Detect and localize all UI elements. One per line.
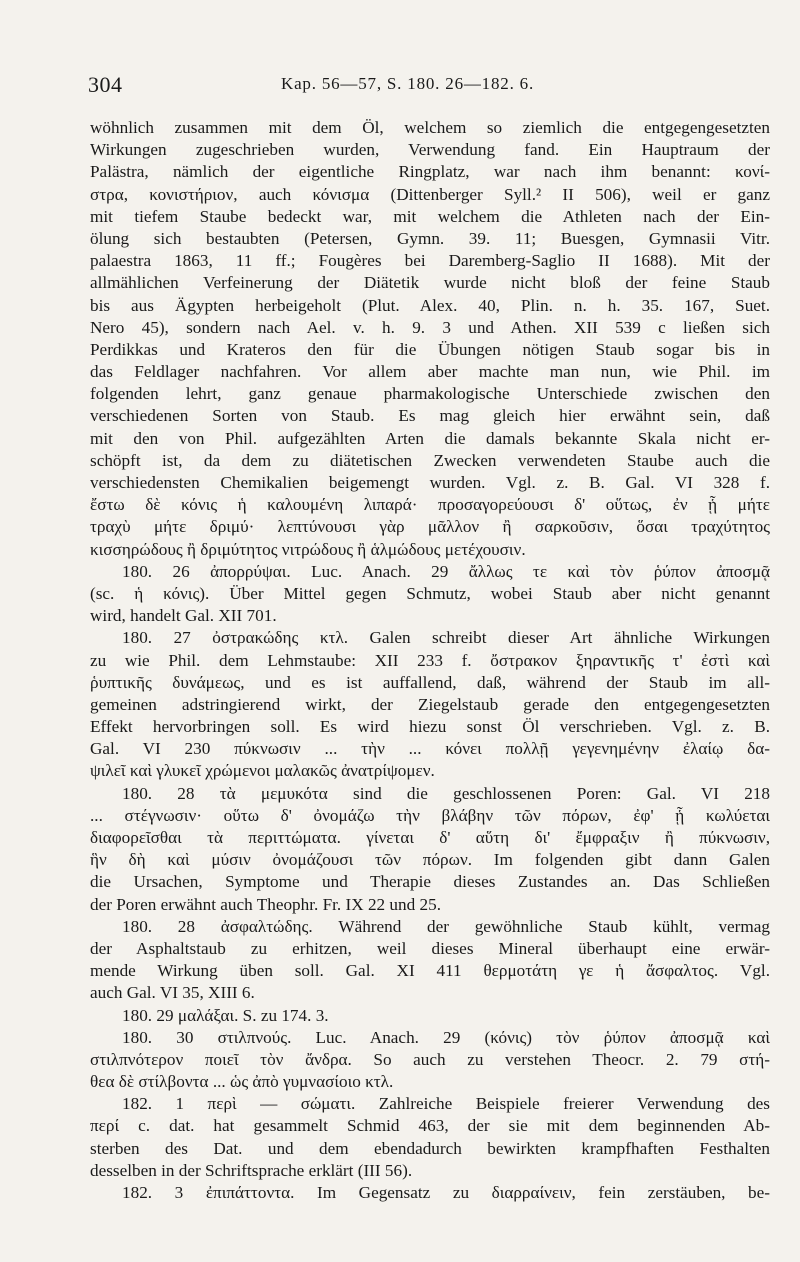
text-line: bis aus Ägypten herbeigeholt (Plut. Alex. 40, Plin. n. h. 35. 167, Suet. [90,295,770,315]
text-line: 180. 27 ὀστρακώδης κτλ. Galen schreibt dieser Art ähnliche Wirkungen [122,628,770,648]
text-line: 180. 30 στιλπνούς. Luc. Anach. 29 (κόνις) τὸν ῥύπον ἀποσμᾷ καὶ [122,1027,770,1047]
text-line: Perdikkas und Krateros den für die Übungen nötigen Staub sogar bis in [90,339,770,359]
text-line: zu wie Phil. dem Lehmstaube: XII 233 f. ὄστρακον ξηραντικῆς τ' ἐστὶ καὶ [90,650,770,670]
text-line: mit tiefem Staube bedeckt war, mit welchem die Athleten nach der Ein- [90,206,770,226]
text-line: 182. 1 περὶ — σώματι. Zahlreiche Beispiele freierer Verwendung des [122,1094,770,1114]
text-line: 180. 28 τὰ μεμυκότα sind die geschlossenen Poren: Gal. VI 218 [122,783,770,803]
text-line: περί c. dat. hat gesammelt Schmid 463, der sie mit dem beginnenden Ab- [90,1116,770,1136]
text-line: sterben des Dat. und dem ebendadurch bewirkten krampfhaften Festhalten [90,1138,770,1158]
text-line: ἔστω δὲ κόνις ἡ καλουμένη λιπαρά· προσαγορεύουσι δ' οὕτως, ἐν ᾗ μήτε [90,495,770,515]
text-line: mende Wirkung üben soll. Gal. XI 411 θερμοτάτη γε ἡ ἄσφαλτος. Vgl. [90,961,770,981]
text-line: das Feldlager nachfahren. Vor allem aber machte man nun, wie Phil. im [90,362,770,382]
text-line: Effekt hervorbringen soll. Es wird hiezu sonst Öl verschrieben. Vgl. z. B. [90,717,770,737]
text-line: κισσηρώδους ἢ δριμύτητος νιτρώδους ἢ ἁλμώδους μετέχουσιν. [90,539,526,559]
text-line: 180. 28 ἀσφαλτώδης. Während der gewöhnliche Staub kühlt, vermag [122,916,770,936]
body-text [90,117,770,1204]
text-line: verschiedenen Sorten von Staub. Es mag gleich hier erwähnt sein, daß [90,406,770,426]
text-line: (sc. ἡ κόνις). Über Mittel gegen Schmutz, wobei Staub aber nicht genannt [90,583,770,603]
text-line: 182. 3 ἐπιπάττοντα. Im Gegensatz zu διαρραίνειν, fein zerstäuben, be- [122,1183,770,1202]
text-line: schöpft ist, da dem zu diätetischen Zwecken verwendeten Staube auch die [90,450,770,470]
text-line: gemeinen adstringierend wirkt, der Ziegelstaub gerade den entgegengesetzten [90,694,770,714]
text-line: ölung sich bestaubten (Petersen, Gymn. 39. 11; Buesgen, Gymnasii Vitr. [90,228,770,248]
text-line: die Ursachen, Symptome und Therapie dieses Zustandes an. Das Schließen [90,872,770,892]
text-line: der Poren erwähnt auch Theophr. Fr. IX 22 und 25. [90,894,441,914]
text-line: ῥυπτικῆς δυνάμεως, und es ist auffallend, daß, während der Staub im all- [90,672,770,692]
text-line: wird, handelt Gal. XII 701. [90,606,277,626]
text-line: τραχὺ μήτε δριμύ· λεπτύνουσι γὰρ μᾶλλον ἢ σαρκοῦσιν, ὅσαι τραχύτητος [90,517,770,537]
text-line: στρα, κονιστήριον, auch κόνισμα (Dittenberger Syll.² II 506), weil er ganz [90,184,770,204]
text-line: palaestra 1863, 11 ff.; Fougères bei Daremberg-Saglio II 1688). Mit der [90,251,770,271]
text-line: verschiedensten Chemikalien beigemengt wurden. Vgl. z. B. Gal. VI 328 f. [90,473,770,492]
text-line: 180. 29 μαλάξαι. S. zu 174. 3. [122,1005,329,1025]
page-header [88,72,768,102]
text-line: Palästra, nämlich der eigentliche Ringplatz, war nach ihm benannt: κονί- [90,162,770,182]
text-line: Nero 45), sondern nach Ael. v. h. 9. 3 und Athen. XII 539 c ließen sich [90,317,770,337]
text-line: 180. 26 ἀπορρύψαι. Luc. Anach. 29 ἄλλως τε καὶ τὸν ῥύπον ἀποσμᾷ [122,561,770,581]
text-line: folgenden lehrt, ganz genaue pharmakologische Unterschiede zwischen den [90,384,770,404]
text-line: allmählichen Verfeinerung der Diätetik wurde nicht bloß der feine Staub [90,273,770,293]
text-line: στιλπνότερον ποιεῖ τὸν ἄνδρα. So auch zu verstehen Theocr. 2. 79 στή- [90,1049,770,1069]
text-line: Gal. VI 230 πύκνωσιν ... τὴν ... κόνει πολλῇ γεγενημένην ἐλαίῳ δα- [90,739,770,759]
text-line: Wirkungen zugeschrieben wurden, Verwendung fand. Ein Hauptraum der [90,140,770,160]
text-line: desselben in der Schriftsprache erklärt (III 56). [90,1160,413,1180]
text-line: auch Gal. VI 35, XIII 6. [90,983,255,1003]
text-line: der Asphaltstaub zu erhitzen, weil dieses Mineral überhaupt eine erwär- [90,938,770,958]
page-number: 304 [88,72,123,97]
text-line: ἣν δὴ καὶ μύσιν ὀνομάζουσι τῶν πόρων. Im folgenden gibt dann Galen [90,850,770,870]
text-line: ψιλεῖ καὶ γλυκεῖ χρώμενοι μαλακῶς ἀνατρίψομεν. [90,761,435,781]
text-line: wöhnlich zusammen mit dem Öl, welchem so ziemlich die entgegengesetzten [90,118,770,137]
text-line: mit den von Phil. aufgezählten Arten die damals bekannte Skala nicht er- [90,428,770,448]
text-line: διαφορεῖσθαι τὰ περιττώματα. γίνεται δ' αὕτη δι' ἔμφραξιν ἢ πύκνωσιν, [90,828,770,847]
running-head: Kap. 56—57, S. 180. 26—182. 6. [281,74,535,93]
text-line: θεα δὲ στίλβοντα ... ὡς ἀπὸ γυμνασίοιο κτλ. [90,1072,394,1092]
text-line: ... στέγνωσιν· οὕτω δ' ὀνομάζω τὴν βλάβην τῶν πόρων, ἐφ' ᾗ κωλύεται [90,805,770,825]
